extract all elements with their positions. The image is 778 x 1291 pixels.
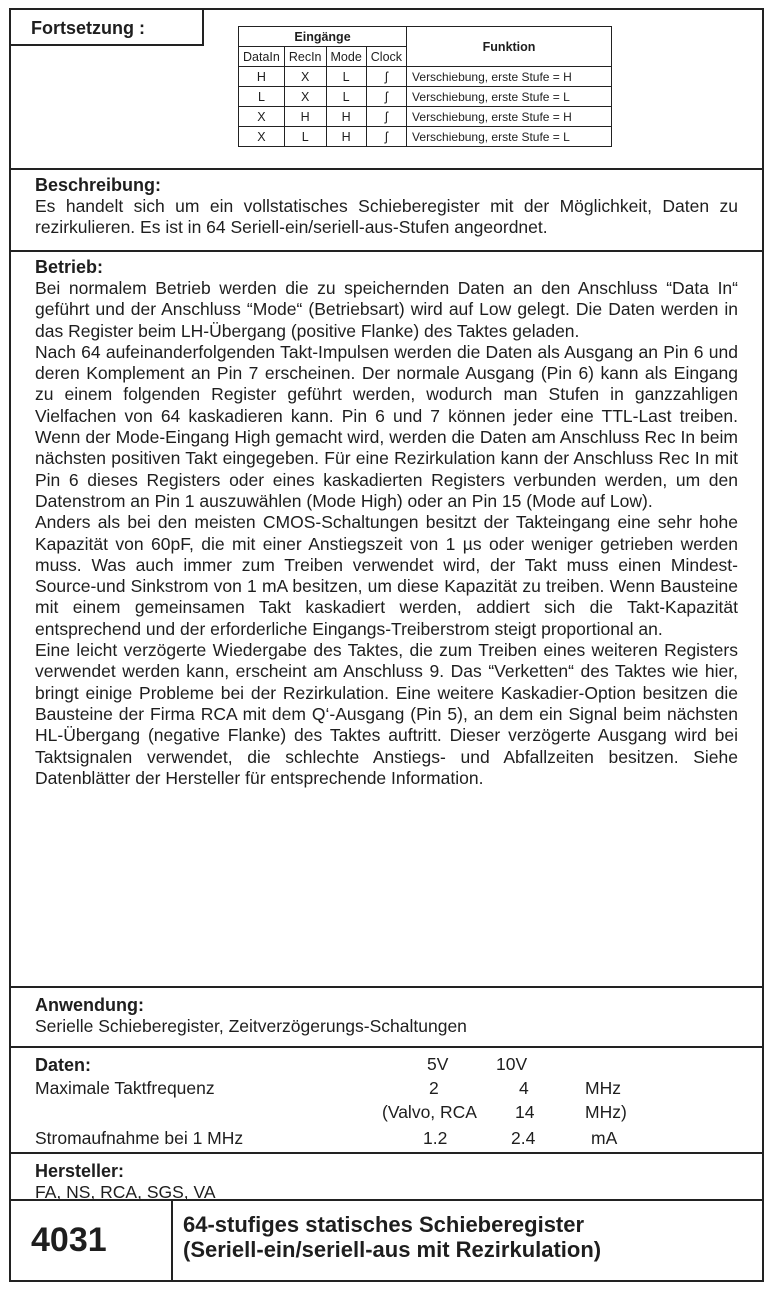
- operation-paragraph: Anders als bei den meisten CMOS-Schaltungen besitzt der Takteingang eine sehr hohe Kapazität von 60pF, die mit einer Anstiegszeit von 1 µs oder weniger getrieben werden muss. Was auch immer zum Treiben verwendet wird, der Takt muss einen Mindest-Source-und Sinkstrom von 1 mA besitzen, um diese Kapazität zu treiben. Wenn Bausteine mit einem gemeinsamen Takt kaskadiert werden, addiert sich die Takt-Kapazität entsprechend und der erforderliche Eingangs-Treiberstrom steigt proportional an.: [35, 512, 738, 639]
- manufacturer-section: [11, 1152, 762, 1206]
- col-header-10v: 10V: [496, 1054, 528, 1074]
- col-header-recin: RecIn: [284, 47, 326, 67]
- cell-function: Verschiebung, erste Stufe = L: [407, 87, 612, 107]
- operation-text: [35, 278, 738, 789]
- data-unit: MHz): [585, 1102, 627, 1122]
- description-section: [11, 168, 762, 252]
- cell-clock: ʃ: [366, 87, 406, 107]
- cell-recin: H: [284, 107, 326, 127]
- operation-paragraph: Eine leicht verzögerte Wiedergabe des Taktes, die zum Treiben eines weiteren Registers verwendet werden kann, erscheint am Anschluss 9. Das “Verketten“ des Taktes wie hier, bringt einige Probleme bei der Rezirkulation. Eine weitere Kaskadier-Option besitzen die Bausteine der Firma RCA mit dem Q‘-Ausgang (Pin 5), an dem ein Signal beim nächsten HL-Übergang (negative Flanke) des Taktes auftritt. Dieser verzögerte Ausgang wird bei Taktsignalen verwendet, die schlechte Anstiegs- und Abfallzeiten besitzen. Siehe Datenblätter der Hersteller für entsprechende Information.: [35, 640, 738, 788]
- table-row: [239, 87, 612, 107]
- data-unit: mA: [591, 1128, 618, 1148]
- data-value-10v: 14: [515, 1102, 535, 1122]
- data-value-5v: (Valvo, RCA: [382, 1102, 477, 1122]
- data-row-label: Stromaufnahme bei 1 MHz: [35, 1128, 244, 1148]
- cell-mode: L: [326, 87, 366, 107]
- cell-datain: L: [239, 87, 285, 107]
- application-heading: Anwendung:: [35, 995, 144, 1015]
- manufacturer-heading: Hersteller:: [35, 1161, 125, 1181]
- data-row-label: Maximale Taktfrequenz: [35, 1078, 215, 1098]
- table-row: [239, 107, 612, 127]
- part-title: [183, 1212, 601, 1262]
- operation-section: [11, 250, 762, 990]
- part-footer: [11, 1199, 762, 1280]
- data-unit: MHz: [585, 1078, 621, 1098]
- continuation-label: Fortsetzung :: [9, 8, 204, 46]
- datasheet-page: [9, 8, 764, 1282]
- col-header-datain: DataIn: [239, 47, 285, 67]
- data-value-5v: 2: [429, 1078, 439, 1098]
- operation-heading: Betrieb:: [35, 257, 104, 277]
- col-header-5v: 5V: [427, 1054, 449, 1074]
- cell-recin: X: [284, 67, 326, 87]
- cell-datain: X: [239, 107, 285, 127]
- data-value-10v: 2.4: [511, 1128, 536, 1148]
- inputs-group-header: Eingänge: [239, 27, 407, 47]
- description-text: Es handelt sich um ein vollstatisches Schieberegister mit der Möglichkeit, Daten zu rezirkulieren. Es ist in 64 Seriell-ein/seriell-aus-Stufen angeordnet.: [35, 196, 738, 238]
- cell-mode: H: [326, 127, 366, 147]
- cell-clock: ʃ: [366, 67, 406, 87]
- cell-mode: H: [326, 107, 366, 127]
- col-header-clock: Clock: [366, 47, 406, 67]
- cell-mode: L: [326, 67, 366, 87]
- operation-paragraph: Nach 64 aufeinanderfolgenden Takt-Impulsen werden die Daten als Ausgang an Pin 6 und deren Komplement an Pin 7 erscheinen. Der normale Ausgang (Pin 6) kann als Eingang zu einem folgenden Register geführt werden, wodurch man Stufen in ganzzahligen Vielfachen von 64 kaskadieren kann. Pin 6 und 7 können jeder eine TTL-Last treiben. Wenn der Mode-Eingang High gemacht wird, werden die Daten am Anschluss Rec In beim nächsten positiven Takt eingegeben. Für eine Rezirkulation kann der Anschluss Rec In mit Pin 6 dieses Registers oder eines kaskadierten Registers verbunden werden, um den Datenstrom an Pin 1 auszuwählen (Mode High) oder an Pin 15 (Mode auf Low).: [35, 341, 738, 511]
- cell-clock: ʃ: [366, 107, 406, 127]
- part-title-line: (Seriell-ein/seriell-aus mit Rezirkulation): [183, 1237, 602, 1262]
- description-heading: Beschreibung:: [35, 175, 162, 195]
- cell-recin: X: [284, 87, 326, 107]
- data-value-5v: 1.2: [423, 1128, 448, 1148]
- application-text: Serielle Schieberegister, Zeitverzögerungs-Schaltungen: [35, 1016, 467, 1036]
- cell-recin: L: [284, 127, 326, 147]
- cell-function: Verschiebung, erste Stufe = H: [407, 107, 612, 127]
- part-title-line: 64-stufiges statisches Schieberegister: [183, 1212, 585, 1237]
- cell-datain: X: [239, 127, 285, 147]
- data-value-10v: 4: [519, 1078, 529, 1098]
- data-section: [11, 1046, 762, 1156]
- table-row: [239, 67, 612, 87]
- table-row: [239, 127, 612, 147]
- operation-paragraph: Bei normalem Betrieb werden die zu speichernden Daten an den Anschluss “Data In“ geführt und der Anschluss “Mode“ (Betriebsart) wird auf Low gelegt. Die Daten werden in das Register beim LH-Übergang (positive Flanke) des Taktes geladen.: [35, 278, 738, 341]
- cell-datain: H: [239, 67, 285, 87]
- cell-function: Verschiebung, erste Stufe = L: [407, 127, 612, 147]
- truth-table: [238, 26, 612, 147]
- cell-clock: ʃ: [366, 127, 406, 147]
- cell-function: Verschiebung, erste Stufe = H: [407, 67, 612, 87]
- application-section: [11, 986, 762, 1048]
- data-heading: Daten:: [35, 1055, 92, 1075]
- col-header-mode: Mode: [326, 47, 366, 67]
- function-header: Funktion: [407, 27, 612, 67]
- manufacturer-text: FA, NS, RCA, SGS, VA: [35, 1182, 216, 1202]
- part-number: 4031: [11, 1201, 173, 1280]
